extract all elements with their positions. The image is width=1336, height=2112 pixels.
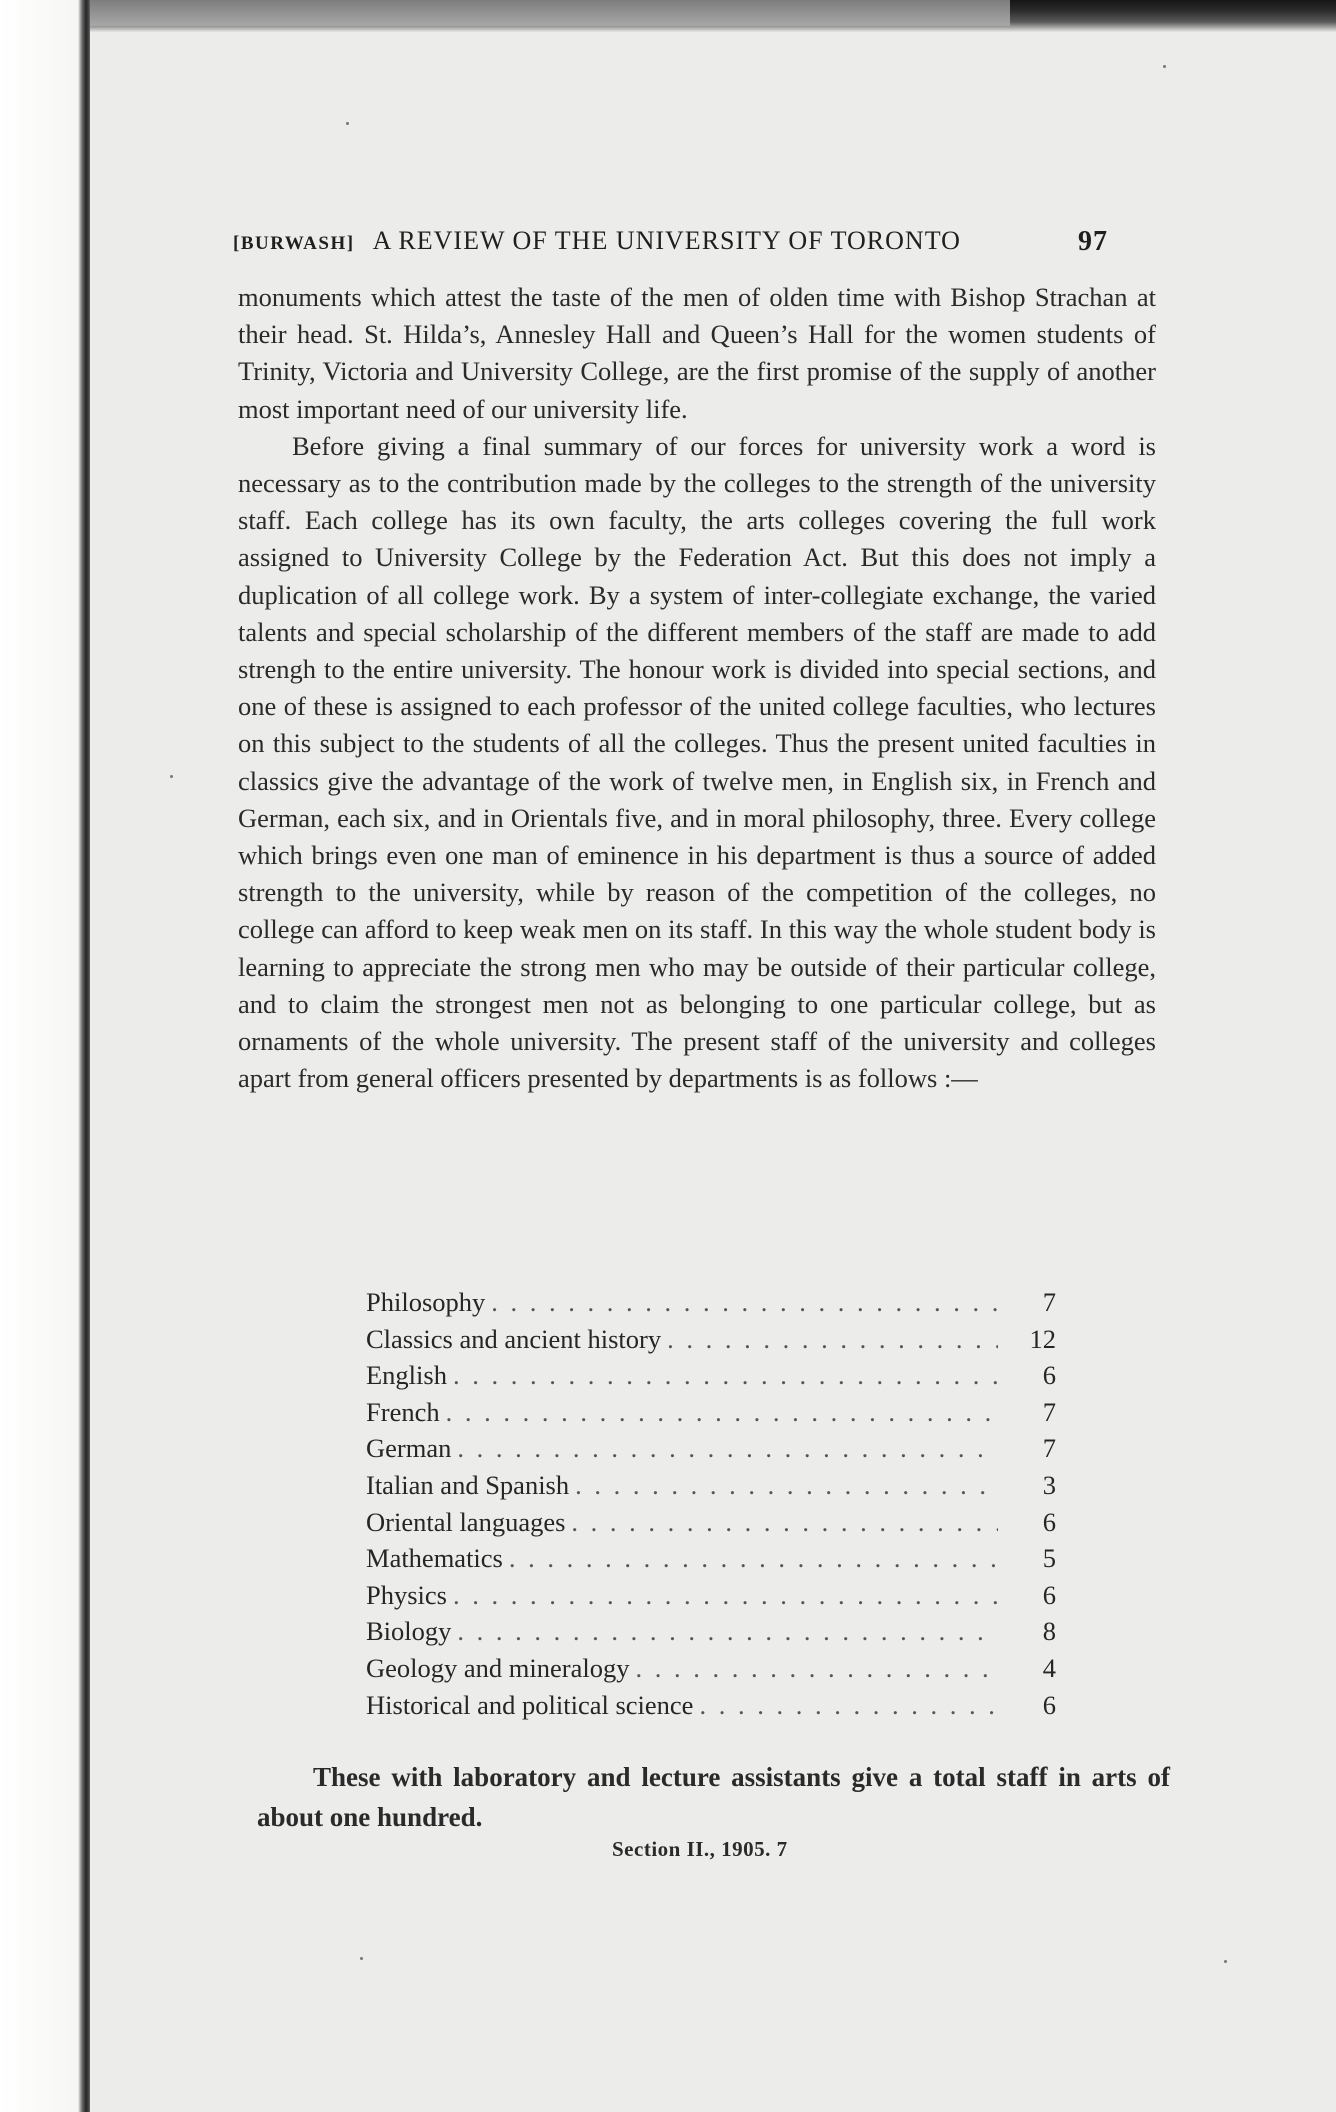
department-name: Historical and political science [366,1689,694,1720]
leader-dots [457,1433,998,1464]
leader-dots [446,1397,998,1428]
staff-count: 8 [1042,1616,1056,1647]
scan-speck [1163,65,1166,68]
scan-speck [360,1957,363,1960]
header-author-tag: [BURWASH] [233,233,355,254]
department-name: Italian and Spanish [366,1469,570,1500]
list-item [366,1433,1056,1470]
list-item [366,1324,1056,1361]
list-item [366,1653,1056,1690]
page-number: 97 [1078,226,1108,257]
leader-dots [575,1470,998,1501]
staff-count: 6 [1042,1360,1056,1391]
scan-speck [346,122,349,125]
header-title: A REVIEW OF THE UNIVERSITY OF TORONTO [372,226,961,255]
department-name: Oriental languages [366,1506,566,1537]
department-staff-list [366,1287,1056,1726]
department-name: Mathematics [366,1543,503,1574]
list-item [366,1543,1056,1580]
list-item [366,1616,1056,1653]
list-item [366,1507,1056,1544]
body-text [238,279,1156,1097]
staff-count: 6 [1042,1579,1056,1610]
leader-dots [699,1690,998,1721]
department-name: German [366,1433,452,1464]
closing-paragraph [257,1757,1170,1837]
staff-count: 4 [1042,1652,1056,1683]
paragraph: monuments which attest the taste of the men of olden time with Bishop Strachan at their head. St. Hilda’s, Annesley Hall and Queen’s Hall for the women students of Trinity, Victoria and University College, are the first promise of the supply of another most important need of our university life. [238,282,1156,424]
department-name: Philosophy [366,1287,486,1317]
list-item [366,1690,1056,1727]
staff-count: 6 [1042,1506,1056,1537]
leader-dots [453,1580,998,1611]
staff-count: 5 [1042,1543,1056,1574]
leader-dots [457,1616,998,1647]
staff-count: 6 [1042,1689,1056,1720]
scan-top-tab [85,0,1010,26]
department-name: Classics and ancient history [366,1323,662,1354]
closing-text: These with laboratory and lecture assistants give a total staff in arts of about one hundred. [257,1762,1170,1832]
running-header [233,226,1108,256]
department-name: French [366,1396,440,1427]
staff-count: 7 [1042,1396,1056,1427]
staff-count: 3 [1042,1469,1056,1500]
leader-dots [453,1360,998,1391]
list-item [366,1287,1056,1324]
scan-speck [170,775,173,778]
list-item [366,1397,1056,1434]
department-name: English [366,1360,447,1391]
list-item [366,1580,1056,1617]
department-name: Physics [366,1579,447,1610]
scan-speck [1224,1960,1227,1963]
department-name: Biology [366,1616,452,1647]
staff-count: 7 [1042,1433,1056,1464]
leader-dots [491,1287,998,1318]
paragraph: Before giving a final summary of our forces for university work a word is necessary as to the contribution made by the colleges to the strength of the university staff. Each college has its own faculty, the arts colleges covering the full work assigned to University College by the Federation Act. But this does not imply a duplication of all college work. By a system of inter-collegiate exchange, the varied talents and special scholarship of the different members of the staff are made to add strengh to the entire university. The honour work is divided into special sections, and one of these is assigned to each professor of the united college faculties, who lectures on this subject to the students of all the colleges. Thus the present united faculties in classics give the advantage of the work of twelve men, in English six, in French and German, each six, and in Orientals five, and in moral philosophy, three. Every college which brings even one man of eminence in his department is thus a source of added strength to the university, while by reason of the competition of the colleges, no college can afford to keep weak men on its staff. In this way the whole student body is learning to appreciate the strong men who may be outside of their particular college, and to claim the strongest men not as belonging to one particular college, but as ornaments of the whole university. The present staff of the university and colleges apart from general officers presented by departments is as follows :— [238,430,1156,1094]
signature-line: Section II., 1905. 7 [612,1837,788,1861]
leader-dots [635,1653,998,1684]
leader-dots [667,1324,998,1355]
staff-count: 7 [1042,1287,1056,1317]
department-name: Geology and mineralogy [366,1652,630,1683]
leader-dots [509,1543,998,1574]
list-item [366,1360,1056,1397]
book-spine-edge [0,0,90,2112]
leader-dots [571,1507,998,1538]
list-item [366,1470,1056,1507]
staff-count: 12 [1029,1323,1056,1354]
